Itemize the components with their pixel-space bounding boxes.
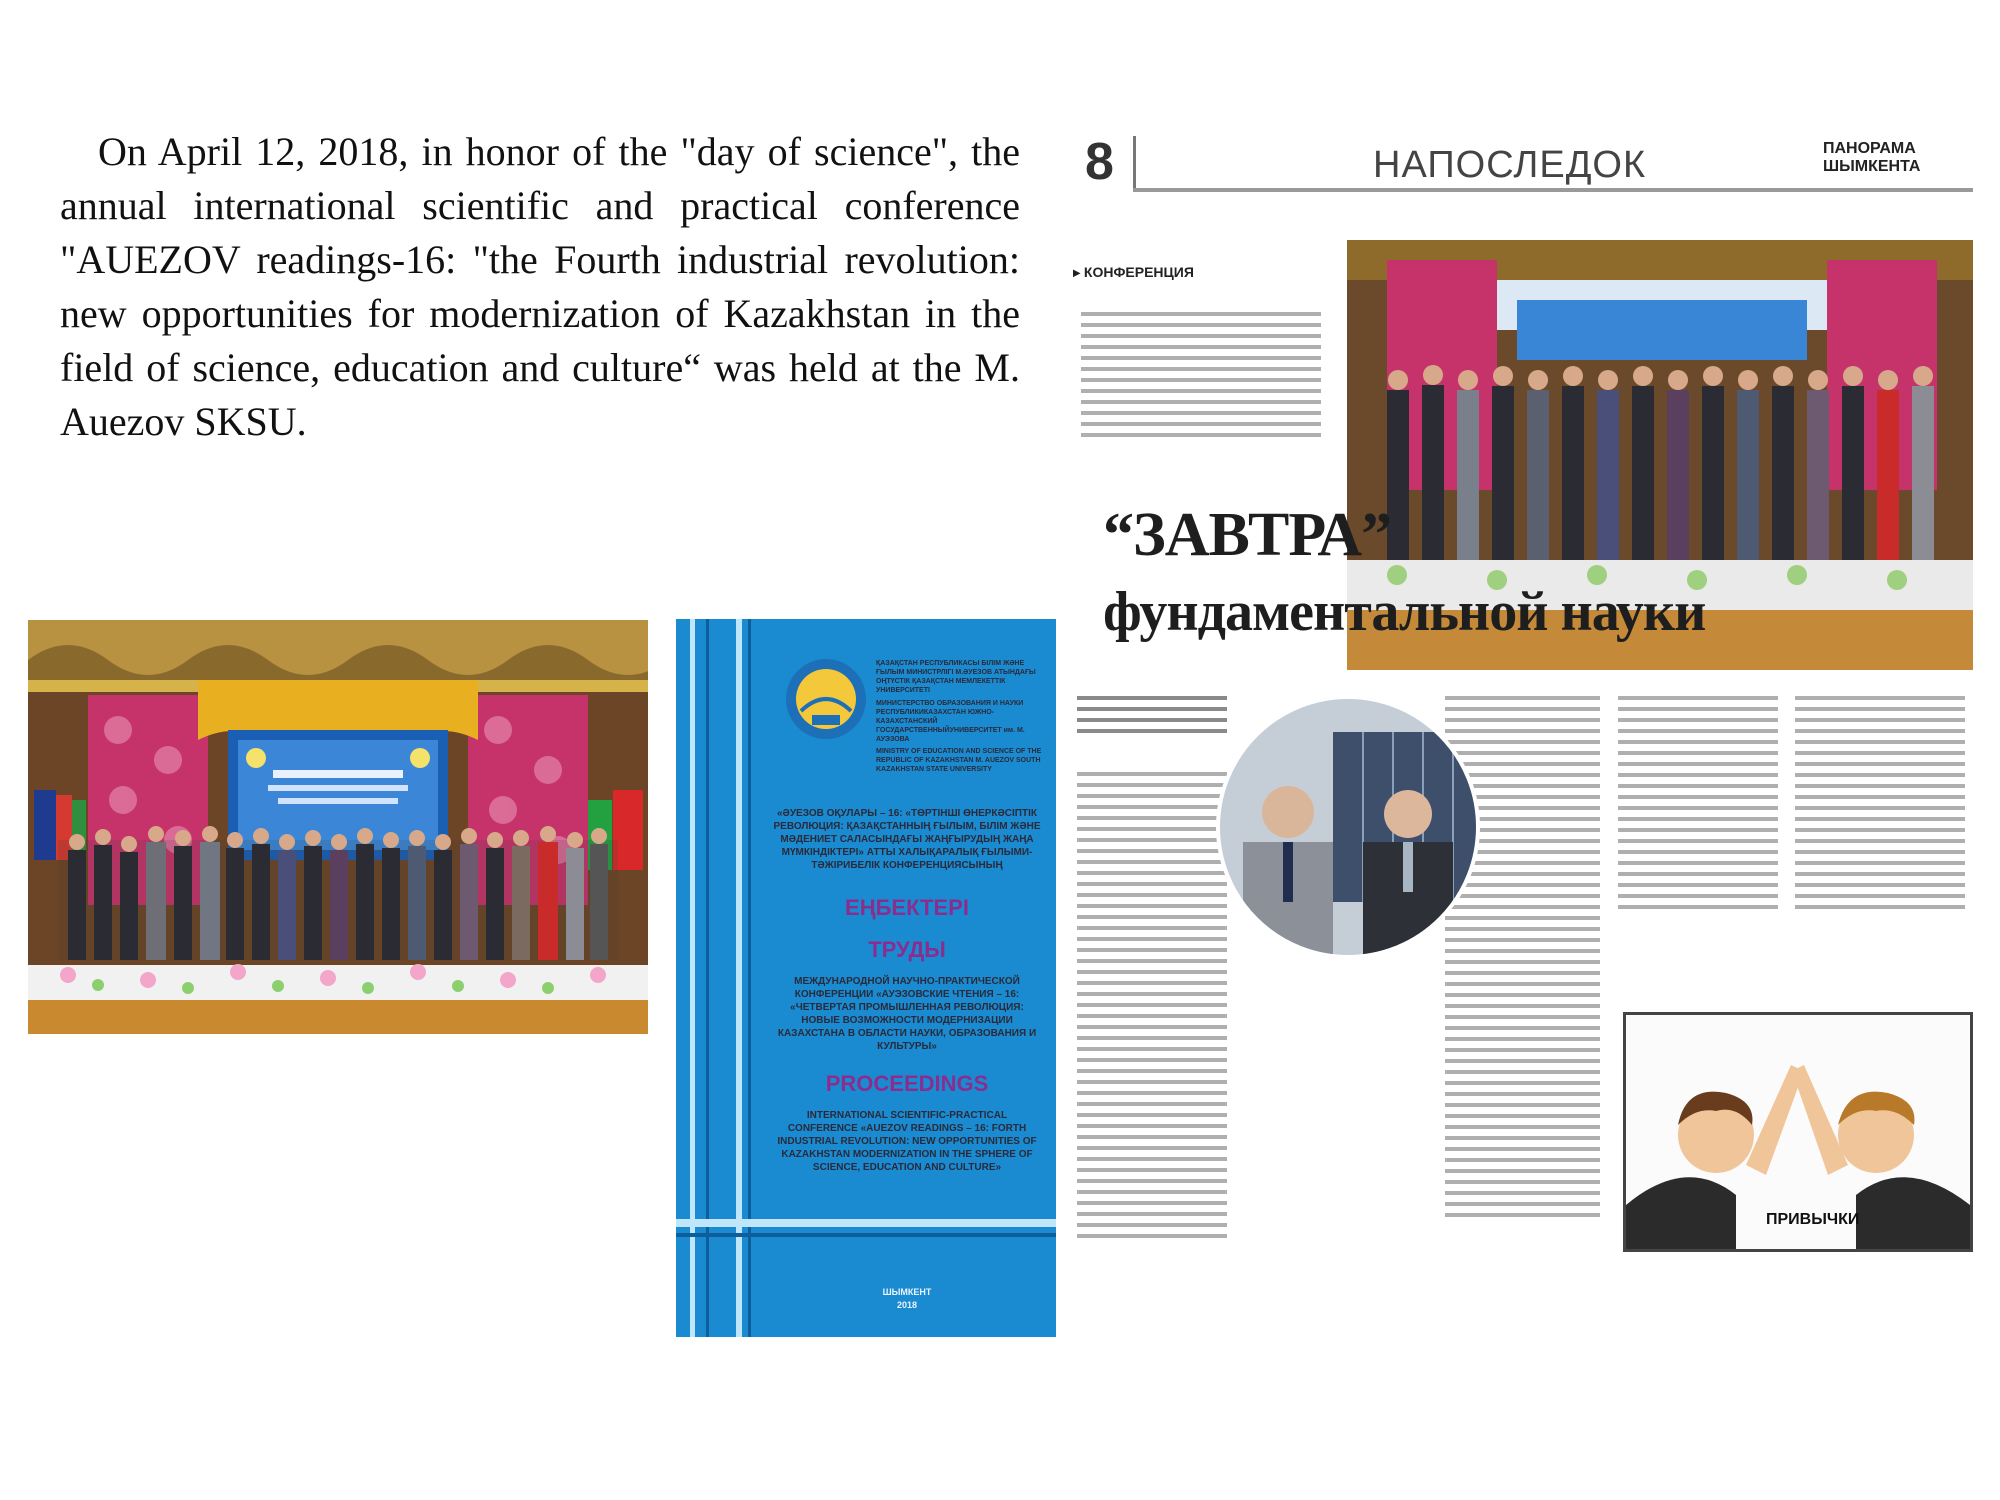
conference-stage-photo	[28, 620, 648, 1034]
newspaper-rubric: ▸ КОНФЕРЕНЦИЯ	[1073, 264, 1194, 280]
stage-photo-illustration	[28, 620, 648, 1034]
article-column-3	[1618, 696, 1778, 916]
newspaper-rubric-text: КОНФЕРЕНЦИЯ	[1083, 264, 1194, 280]
cover-heading-en: PROCEEDINGS	[825, 1071, 989, 1096]
cover-title-en: INTERNATIONAL SCIENTIFIC-PRACTICAL CONFERENCE «AUEZOV READINGS – 16: FORTH INDUSTRIAL REVOLUTION: NEW OPPORTUNITIES OF KAZAKHSTAN MODERNIZATION IN THE SPHERE OF SCIENCE, EDUCATION AND CULTURE»	[777, 1110, 1037, 1173]
article-column-4	[1795, 696, 1965, 916]
newspaper-header	[1073, 122, 1973, 202]
newspaper-clipping	[1073, 122, 1973, 1252]
cover-ministry-kz: ҚАЗАҚСТАН РЕСПУБЛИКАСЫ БІЛІМ ЖӘНЕ ҒЫЛЫМ МИНИСТРЛІГІ М.ӘУЕЗОВ АТЫНДАҒЫ ОҢТҮСТІК ҚАЗАҚСТАН МЕМЛЕКЕТТІК УНИВЕРСИТЕТІ	[876, 660, 1036, 694]
cover-ministry-ru: МИНИСТЕРСТВО ОБРАЗОВАНИЯ И НАУКИ РЕСПУБЛИКИКАЗАХСТАН ЮЖНО-КАЗАХСТАНСКИЙ ГОСУДАРСТВЕННЫЙУНИВЕРСИТЕТ им. М. АУЭЗОВА	[876, 700, 1025, 743]
slide-paragraph: On April 12, 2018, in honor of the "day of science", the annual international scientific and practical conference "AUEZOV readings-16: "the Fourth industrial revolution: new opportunities for modernization of Kazakhstan in the field of science, education and culture“ was held at the M. Auezov SKSU.	[60, 129, 1020, 444]
cover-heading-kz: ЕҢБЕКТЕРІ	[845, 895, 969, 920]
proceedings-book-cover	[676, 619, 1056, 1337]
lead-text-block	[1081, 312, 1321, 444]
cartoon-box	[1623, 1012, 1973, 1252]
cover-city: ШЫМКЕНТ	[882, 1287, 932, 1297]
header-rule	[1133, 188, 1973, 192]
cover-year: 2018	[896, 1300, 918, 1310]
byline-block	[1077, 696, 1227, 740]
cover-heading-ru: ТРУДЫ	[868, 937, 946, 962]
newspaper-headline-1: “ЗАВТРА”	[1103, 501, 1392, 569]
cartoon-label: ПРИВЫЧКИ	[1766, 1211, 1860, 1228]
cover-ministry-en: MINISTRY OF EDUCATION AND SCIENCE OF THE REPUBLIC OF KAZAKHSTAN M. AUEZOV SOUTH KAZAKHSTAN STATE UNIVERSITY	[876, 748, 1042, 773]
newspaper-portrait-photo	[1213, 692, 1483, 962]
newspaper-page-number: 8	[1085, 133, 1114, 191]
cover-title-ru: МЕЖДУНАРОДНОЙ НАУЧНО-ПРАКТИЧЕСКОЙ КОНФЕРЕНЦИИ «АУЭЗОВСКИЕ ЧТЕНИЯ – 16: «ЧЕТВЕРТАЯ ПРОМЫШЛЕННАЯ РЕВОЛЮЦИЯ: НОВЫЕ ВОЗМОЖНОСТИ МОДЕРНИЗАЦИИ КАЗАХСТАНА В ОБЛАСТИ НАУКИ, ОБРАЗОВАНИЯ И КУЛЬТУРЫ»	[777, 976, 1037, 1052]
newspaper-headline-2: фундаментальной науки	[1103, 581, 1706, 643]
newspaper-section: НАПОСЛЕДОК	[1373, 144, 1647, 186]
article-column-1	[1077, 772, 1227, 1245]
newspaper-masthead: ПАНОРАМА ШЫМКЕНТА	[1823, 140, 1921, 175]
cover-title-kz: «ӘУЕЗОВ ОҚУЛАРЫ – 16: «ТӨРТІНШІ ӨНЕРКӘСІПТІК РЕВОЛЮЦИЯ: ҚАЗАҚСТАННЫҢ ҒЫЛЫМ, БІЛІМ ЖӘНЕ МӘДЕНИЕТ САЛАСЫНДАҒЫ ЖАҢҒЫРУДЫҢ ЖАҢА МҮМКІНДІКТЕРІ» АТТЫ ХАЛЫҚАРАЛЫҚ ҒЫЛЫМИ-ТӘЖІРИБЕЛІК КОНФЕРЕНЦИЯСЫНЫҢ	[773, 808, 1041, 871]
header-divider	[1133, 136, 1136, 192]
